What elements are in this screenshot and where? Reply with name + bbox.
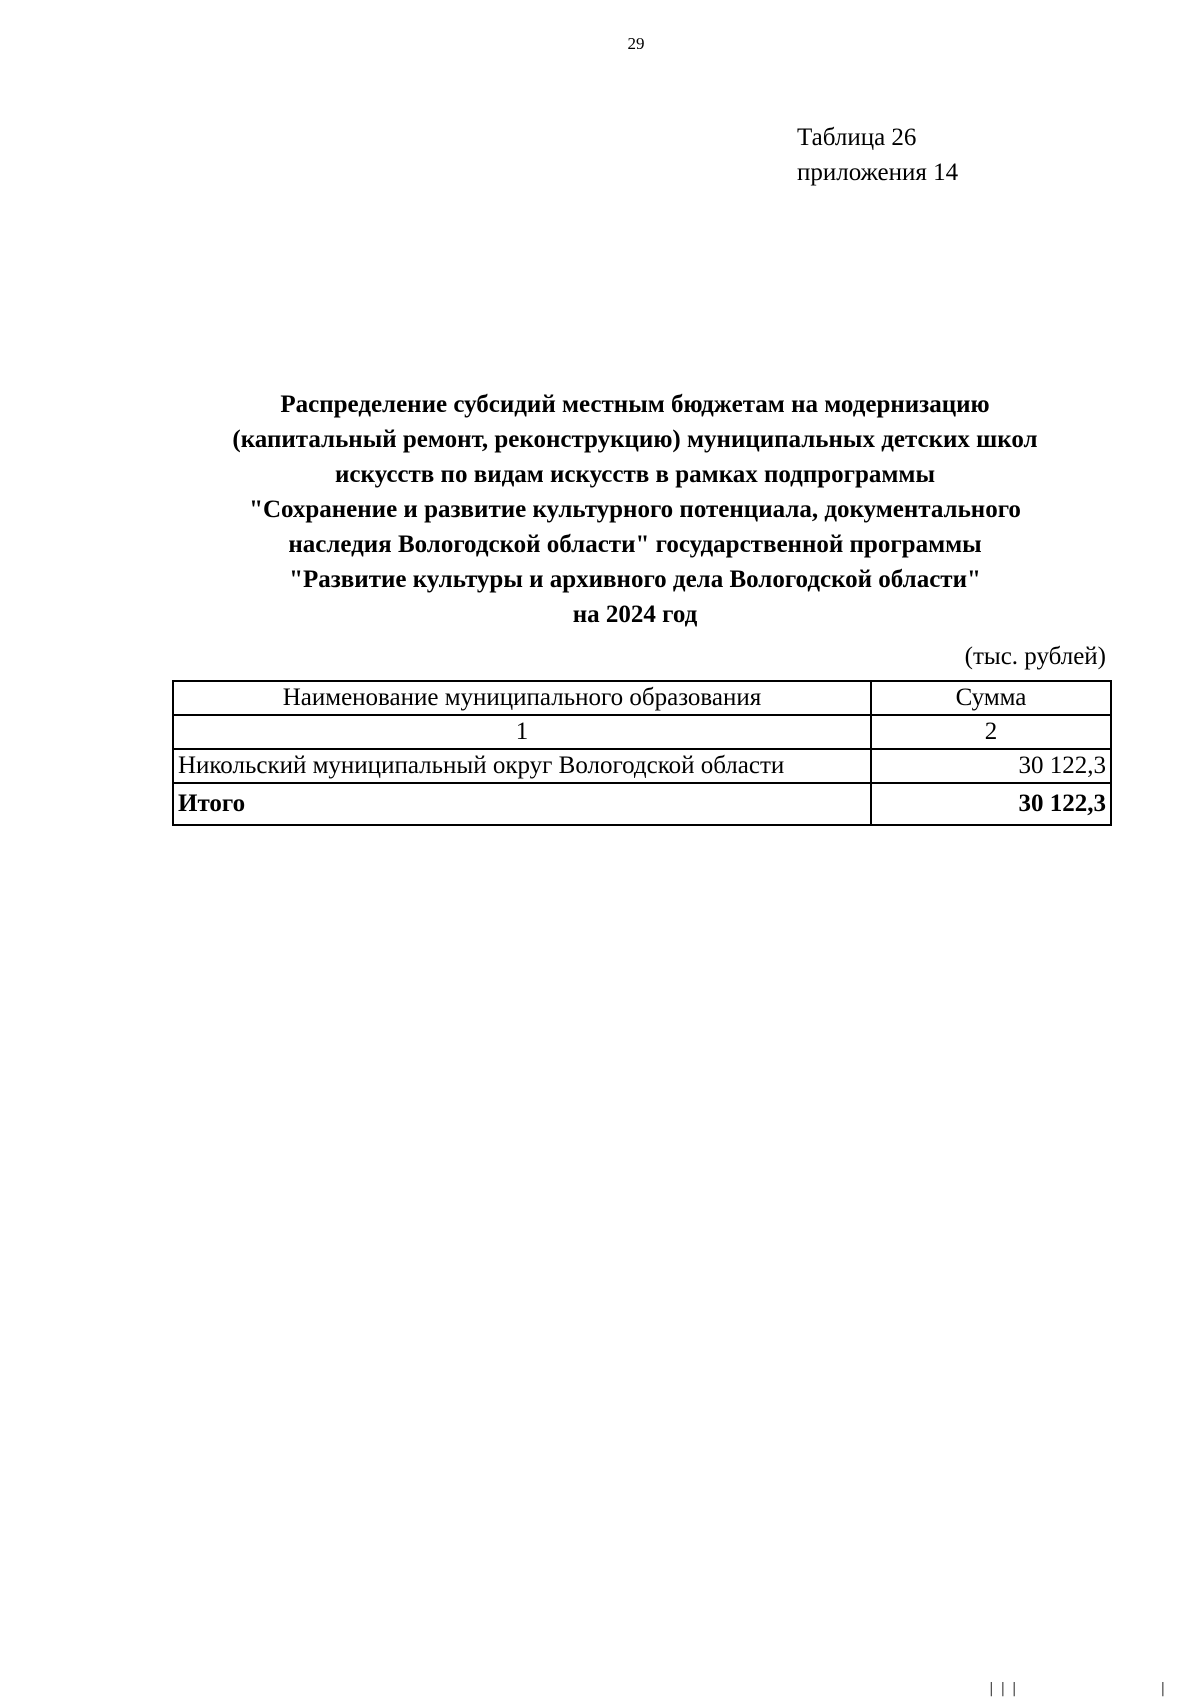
table-reference bbox=[797, 120, 958, 190]
total-label: Итого bbox=[173, 783, 871, 825]
appendix-number: приложения 14 bbox=[797, 159, 959, 186]
title-line: на 2024 год bbox=[572, 601, 698, 628]
title-line: "Сохранение и развитие культурного потенциала, документального bbox=[249, 496, 1021, 523]
units-label: (тыс. рублей) bbox=[964, 643, 1106, 670]
municipality-name: Никольский муниципальный округ Вологодской области bbox=[173, 749, 871, 783]
table-number: Таблица 26 bbox=[797, 124, 917, 151]
table-row bbox=[173, 749, 1111, 783]
document-title bbox=[170, 387, 1100, 632]
table-header-row bbox=[173, 681, 1111, 715]
title-line: искусств по видам искусств в рамках подпрограммы bbox=[335, 461, 935, 488]
column-number-row bbox=[173, 715, 1111, 749]
title-line: наследия Вологодской области" государственной программы bbox=[288, 531, 982, 558]
title-line: (капитальный ремонт, реконструкцию) муниципальных детских школ bbox=[232, 426, 1038, 453]
total-amount: 30 122,3 bbox=[871, 783, 1111, 825]
page-number: 29 bbox=[627, 34, 645, 53]
scan-marks: ||| | bbox=[987, 1681, 1170, 1697]
subsidy-table bbox=[172, 680, 1112, 826]
amount-cell: 30 122,3 bbox=[871, 749, 1111, 783]
title-line: "Развитие культуры и архивного дела Вологодской области" bbox=[289, 566, 981, 593]
title-line: Распределение субсидий местным бюджетам на модернизацию bbox=[280, 391, 990, 418]
header-name: Наименование муниципального образования bbox=[173, 681, 871, 715]
header-amount: Сумма bbox=[871, 681, 1111, 715]
total-row bbox=[173, 783, 1111, 825]
column-number: 2 bbox=[871, 715, 1111, 749]
column-number: 1 bbox=[173, 715, 871, 749]
